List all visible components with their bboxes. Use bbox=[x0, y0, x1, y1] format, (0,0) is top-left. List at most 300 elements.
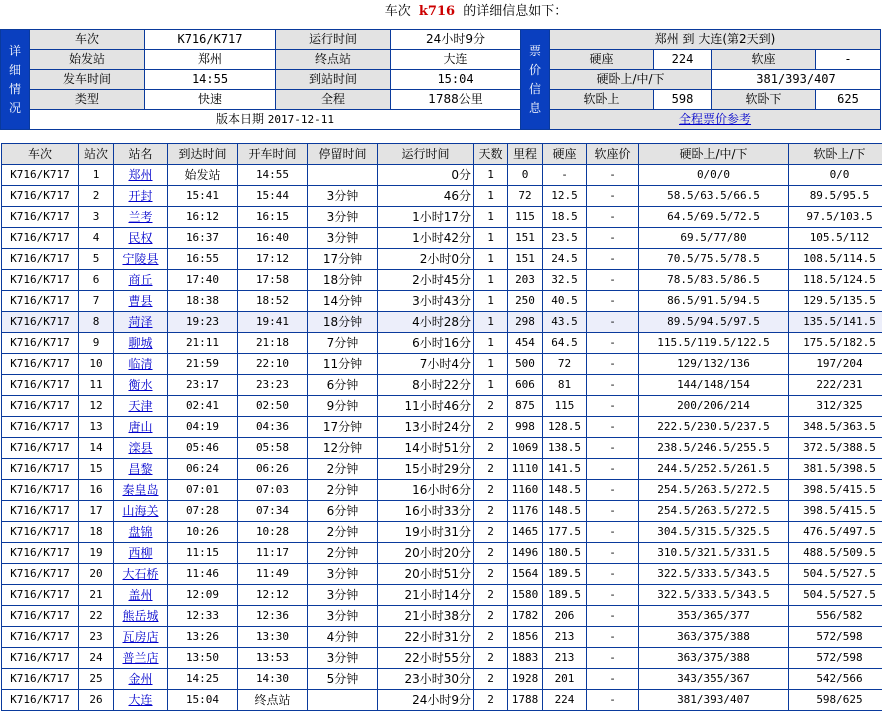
days-cell: 2 bbox=[474, 627, 508, 648]
soft-sleeper-price-cell: 175.5/182.5 bbox=[789, 333, 882, 354]
station-link[interactable]: 大连 bbox=[128, 693, 153, 707]
departure-time-cell: 17:58 bbox=[238, 270, 308, 291]
arrival-time-cell: 06:24 bbox=[168, 459, 238, 480]
stop-duration-cell: 6分钟 bbox=[308, 501, 378, 522]
station-link[interactable]: 金州 bbox=[128, 672, 153, 686]
run-time-cell: 21小时14分 bbox=[378, 585, 474, 606]
train-number-label: 车次 bbox=[30, 30, 145, 50]
distance-cell: 298 bbox=[508, 312, 543, 333]
days-cell: 2 bbox=[474, 522, 508, 543]
hard-sleeper-price-cell: 310.5/321.5/331.5 bbox=[639, 543, 789, 564]
soft-sleeper-price-cell: 222/231 bbox=[789, 375, 882, 396]
table-row bbox=[2, 417, 882, 438]
run-time-cell: 14小时51分 bbox=[378, 438, 474, 459]
station-link[interactable]: 聊城 bbox=[128, 336, 153, 350]
train-number-cell: K716/K717 bbox=[2, 228, 79, 249]
run-time-cell: 15小时29分 bbox=[378, 459, 474, 480]
soft-sleeper-price-cell: 129.5/135.5 bbox=[789, 291, 882, 312]
distance-cell: 1176 bbox=[508, 501, 543, 522]
arrival-time-cell: 12:33 bbox=[168, 606, 238, 627]
arrival-time-cell: 07:28 bbox=[168, 501, 238, 522]
train-number-cell: K716/K717 bbox=[2, 459, 79, 480]
stop-duration-cell: 3分钟 bbox=[308, 648, 378, 669]
run-time-cell: 22小时55分 bbox=[378, 648, 474, 669]
run-time-cell: 1小时42分 bbox=[378, 228, 474, 249]
departure-time-cell: 12:36 bbox=[238, 606, 308, 627]
station-cell bbox=[114, 165, 168, 186]
table-row bbox=[2, 564, 882, 585]
info-row-1 bbox=[1, 30, 881, 50]
stop-duration-cell: 2分钟 bbox=[308, 522, 378, 543]
train-number-cell: K716/K717 bbox=[2, 669, 79, 690]
stop-index-cell: 16 bbox=[79, 480, 114, 501]
soft-seat-price-cell: - bbox=[587, 228, 639, 249]
distance-cell: 606 bbox=[508, 375, 543, 396]
soft-seat-price-cell: - bbox=[587, 501, 639, 522]
station-cell bbox=[114, 459, 168, 480]
soft-sleeper-price-cell: 398.5/415.5 bbox=[789, 501, 882, 522]
table-row bbox=[2, 501, 882, 522]
info-row-4 bbox=[1, 90, 881, 110]
arrival-time-cell: 13:50 bbox=[168, 648, 238, 669]
train-number-cell: K716/K717 bbox=[2, 564, 79, 585]
schedule-table bbox=[1, 143, 882, 711]
station-link[interactable]: 昌黎 bbox=[128, 462, 153, 476]
arrival-time-cell: 14:25 bbox=[168, 669, 238, 690]
distance-cell: 1110 bbox=[508, 459, 543, 480]
total-distance-value: 1788公里 bbox=[391, 90, 521, 110]
station-cell bbox=[114, 627, 168, 648]
col-distance: 里程 bbox=[508, 144, 543, 165]
days-cell: 1 bbox=[474, 228, 508, 249]
soft-seat-price-cell: - bbox=[587, 627, 639, 648]
train-code: k716 bbox=[418, 4, 456, 19]
soft-sleeper-price-cell: 381.5/398.5 bbox=[789, 459, 882, 480]
station-link[interactable]: 西柳 bbox=[128, 546, 153, 560]
soft-sleeper-price-cell: 542/566 bbox=[789, 669, 882, 690]
departure-time-cell: 12:12 bbox=[238, 585, 308, 606]
col-hard-sleeper: 硬卧上/中/下 bbox=[639, 144, 789, 165]
table-row bbox=[2, 648, 882, 669]
days-cell: 1 bbox=[474, 270, 508, 291]
full-fare-reference-link[interactable]: 全程票价参考 bbox=[679, 112, 752, 126]
station-cell bbox=[114, 186, 168, 207]
station-link[interactable]: 郑州 bbox=[128, 168, 153, 182]
station-cell bbox=[114, 522, 168, 543]
departure-time-cell: 13:53 bbox=[238, 648, 308, 669]
train-number-cell: K716/K717 bbox=[2, 417, 79, 438]
soft-sleeper-price-cell: 348.5/363.5 bbox=[789, 417, 882, 438]
departure-time-cell: 10:28 bbox=[238, 522, 308, 543]
hard-seat-price-cell: 206 bbox=[543, 606, 587, 627]
stop-index-cell: 5 bbox=[79, 249, 114, 270]
station-link[interactable]: 普兰店 bbox=[122, 651, 159, 665]
stop-index-cell: 25 bbox=[79, 669, 114, 690]
train-number-cell: K716/K717 bbox=[2, 585, 79, 606]
table-row bbox=[2, 333, 882, 354]
station-link[interactable]: 大石桥 bbox=[122, 567, 159, 581]
soft-sleeper-price-cell: 398.5/415.5 bbox=[789, 480, 882, 501]
days-cell: 1 bbox=[474, 333, 508, 354]
station-link[interactable]: 衡水 bbox=[128, 378, 153, 392]
station-link[interactable]: 临清 bbox=[128, 357, 153, 371]
days-cell: 2 bbox=[474, 669, 508, 690]
run-time-label: 运行时间 bbox=[276, 30, 391, 50]
stop-index-cell: 10 bbox=[79, 354, 114, 375]
train-number-cell: K716/K717 bbox=[2, 165, 79, 186]
soft-seat-price-cell: - bbox=[587, 207, 639, 228]
distance-cell: 1496 bbox=[508, 543, 543, 564]
departure-time-cell: 16:15 bbox=[238, 207, 308, 228]
page-title bbox=[0, 3, 882, 21]
arrival-time-cell: 04:19 bbox=[168, 417, 238, 438]
departure-time-cell: 21:18 bbox=[238, 333, 308, 354]
run-time-cell: 19小时31分 bbox=[378, 522, 474, 543]
stop-index-cell: 13 bbox=[79, 417, 114, 438]
table-row bbox=[2, 375, 882, 396]
hard-sleeper-price: 381/393/407 bbox=[712, 70, 881, 90]
station-cell bbox=[114, 291, 168, 312]
run-time-cell: 8小时22分 bbox=[378, 375, 474, 396]
soft-sleeper-upper-label: 软卧上 bbox=[550, 90, 654, 110]
stop-duration-cell: 18分钟 bbox=[308, 270, 378, 291]
train-number-cell: K716/K717 bbox=[2, 333, 79, 354]
days-cell: 2 bbox=[474, 585, 508, 606]
table-row bbox=[2, 186, 882, 207]
info-row-3 bbox=[1, 70, 881, 90]
schedule-panel bbox=[1, 143, 880, 711]
station-link[interactable]: 兰考 bbox=[128, 210, 153, 224]
soft-seat-price-cell: - bbox=[587, 606, 639, 627]
distance-cell: 998 bbox=[508, 417, 543, 438]
soft-sleeper-price-cell: 504.5/527.5 bbox=[789, 585, 882, 606]
train-number-cell: K716/K717 bbox=[2, 543, 79, 564]
stop-duration-cell: 2分钟 bbox=[308, 459, 378, 480]
version-date-label: 版本日期 bbox=[215, 112, 264, 126]
distance-cell: 203 bbox=[508, 270, 543, 291]
train-info-panel bbox=[0, 29, 880, 130]
departure-time-cell: 04:36 bbox=[238, 417, 308, 438]
table-row bbox=[2, 228, 882, 249]
days-cell: 1 bbox=[474, 186, 508, 207]
arrival-time-cell: 18:38 bbox=[168, 291, 238, 312]
stop-index-cell: 21 bbox=[79, 585, 114, 606]
run-time-cell: 2小时0分 bbox=[378, 249, 474, 270]
hard-sleeper-price-cell: 129/132/136 bbox=[639, 354, 789, 375]
train-number-cell: K716/K717 bbox=[2, 186, 79, 207]
table-row bbox=[2, 312, 882, 333]
table-row bbox=[2, 165, 882, 186]
soft-seat-price-cell: - bbox=[587, 564, 639, 585]
stop-duration-cell: 17分钟 bbox=[308, 249, 378, 270]
hard-seat-price-cell: 148.5 bbox=[543, 480, 587, 501]
hard-seat-price-cell: 32.5 bbox=[543, 270, 587, 291]
destination-value: 大连 bbox=[391, 50, 521, 70]
stop-duration-cell: 2分钟 bbox=[308, 480, 378, 501]
distance-cell: 1782 bbox=[508, 606, 543, 627]
fare-section-label bbox=[521, 30, 550, 130]
station-link[interactable]: 熊岳城 bbox=[122, 609, 159, 623]
stop-duration-cell: 3分钟 bbox=[308, 606, 378, 627]
col-station: 站名 bbox=[114, 144, 168, 165]
train-number-cell: K716/K717 bbox=[2, 207, 79, 228]
soft-seat-price-cell: - bbox=[587, 312, 639, 333]
hard-seat-price-cell: 141.5 bbox=[543, 459, 587, 480]
destination-label: 终点站 bbox=[276, 50, 391, 70]
departure-time-cell: 11:17 bbox=[238, 543, 308, 564]
distance-cell: 151 bbox=[508, 249, 543, 270]
arrival-time-cell: 11:46 bbox=[168, 564, 238, 585]
station-link[interactable]: 山海关 bbox=[122, 504, 159, 518]
table-row bbox=[2, 690, 882, 711]
departure-time-label: 发车时间 bbox=[30, 70, 145, 90]
stop-index-cell: 7 bbox=[79, 291, 114, 312]
soft-seat-price-cell: - bbox=[587, 480, 639, 501]
days-cell: 1 bbox=[474, 291, 508, 312]
hard-sleeper-price-cell: 222.5/230.5/237.5 bbox=[639, 417, 789, 438]
hard-seat-price-cell: 12.5 bbox=[543, 186, 587, 207]
table-row bbox=[2, 249, 882, 270]
stop-duration-cell bbox=[308, 690, 378, 711]
hard-seat-price-cell: 23.5 bbox=[543, 228, 587, 249]
arrival-time-cell: 10:26 bbox=[168, 522, 238, 543]
station-cell bbox=[114, 480, 168, 501]
distance-cell: 1160 bbox=[508, 480, 543, 501]
distance-cell: 1788 bbox=[508, 690, 543, 711]
days-cell: 2 bbox=[474, 564, 508, 585]
soft-sleeper-price-cell: 118.5/124.5 bbox=[789, 270, 882, 291]
arrival-time-value: 15:04 bbox=[391, 70, 521, 90]
hard-sleeper-price-cell: 70.5/75.5/78.5 bbox=[639, 249, 789, 270]
stop-index-cell: 12 bbox=[79, 396, 114, 417]
stop-index-cell: 26 bbox=[79, 690, 114, 711]
station-link[interactable]: 瓦房店 bbox=[122, 630, 159, 644]
days-cell: 1 bbox=[474, 312, 508, 333]
run-time-cell: 6小时16分 bbox=[378, 333, 474, 354]
days-cell: 1 bbox=[474, 249, 508, 270]
fare-route: 郑州 到 大连(第2天到) bbox=[550, 30, 881, 50]
station-link[interactable]: 天津 bbox=[128, 399, 153, 413]
stop-duration-cell: 12分钟 bbox=[308, 438, 378, 459]
departure-time-cell: 23:23 bbox=[238, 375, 308, 396]
run-time-cell: 23小时30分 bbox=[378, 669, 474, 690]
soft-seat-price-cell: - bbox=[587, 270, 639, 291]
days-cell: 2 bbox=[474, 543, 508, 564]
stop-index-cell: 18 bbox=[79, 522, 114, 543]
stop-index-cell: 19 bbox=[79, 543, 114, 564]
station-cell bbox=[114, 648, 168, 669]
train-number-cell: K716/K717 bbox=[2, 522, 79, 543]
station-link[interactable]: 唐山 bbox=[128, 420, 153, 434]
stop-duration-cell: 4分钟 bbox=[308, 627, 378, 648]
distance-cell: 1856 bbox=[508, 627, 543, 648]
stop-index-cell: 23 bbox=[79, 627, 114, 648]
departure-time-cell: 07:03 bbox=[238, 480, 308, 501]
run-time-cell: 20小时20分 bbox=[378, 543, 474, 564]
station-link[interactable]: 盖州 bbox=[128, 588, 153, 602]
hard-seat-price-cell: 180.5 bbox=[543, 543, 587, 564]
table-row bbox=[2, 480, 882, 501]
run-time-cell: 24小时9分 bbox=[378, 690, 474, 711]
soft-seat-price-cell: - bbox=[587, 333, 639, 354]
stop-index-cell: 24 bbox=[79, 648, 114, 669]
full-fare-cell bbox=[550, 110, 881, 130]
soft-sleeper-price-cell: 598/625 bbox=[789, 690, 882, 711]
distance-cell: 250 bbox=[508, 291, 543, 312]
train-number-cell: K716/K717 bbox=[2, 270, 79, 291]
soft-seat-price-cell: - bbox=[587, 459, 639, 480]
col-soft-seat: 软座价 bbox=[587, 144, 639, 165]
station-link[interactable]: 曹县 bbox=[128, 294, 153, 308]
hard-seat-price-cell: 224 bbox=[543, 690, 587, 711]
stop-duration-cell bbox=[308, 165, 378, 186]
arrival-time-cell: 15:41 bbox=[168, 186, 238, 207]
stop-duration-cell: 3分钟 bbox=[308, 564, 378, 585]
soft-seat-price-cell: - bbox=[587, 669, 639, 690]
station-cell bbox=[114, 375, 168, 396]
stop-index-cell: 17 bbox=[79, 501, 114, 522]
station-cell bbox=[114, 438, 168, 459]
arrival-time-cell: 16:12 bbox=[168, 207, 238, 228]
hard-sleeper-price-cell: 322.5/333.5/343.5 bbox=[639, 564, 789, 585]
run-time-cell: 20小时51分 bbox=[378, 564, 474, 585]
arrival-time-cell: 02:41 bbox=[168, 396, 238, 417]
train-number-cell: K716/K717 bbox=[2, 375, 79, 396]
run-time-cell: 2小时45分 bbox=[378, 270, 474, 291]
stop-duration-cell: 2分钟 bbox=[308, 543, 378, 564]
info-row-2 bbox=[1, 50, 881, 70]
soft-sleeper-lower-label: 软卧下 bbox=[712, 90, 816, 110]
table-row bbox=[2, 270, 882, 291]
hard-sleeper-price-cell: 381/393/407 bbox=[639, 690, 789, 711]
soft-seat-price-cell: - bbox=[587, 648, 639, 669]
hard-seat-price-cell: 213 bbox=[543, 648, 587, 669]
soft-seat-price: - bbox=[816, 50, 881, 70]
arrival-time-label: 到站时间 bbox=[276, 70, 391, 90]
hard-sleeper-price-cell: 322.5/333.5/343.5 bbox=[639, 585, 789, 606]
detail-label-char: 详 bbox=[8, 43, 21, 58]
departure-time-cell: 14:30 bbox=[238, 669, 308, 690]
stop-index-cell: 4 bbox=[79, 228, 114, 249]
soft-sleeper-price-cell: 197/204 bbox=[789, 354, 882, 375]
col-stop-duration: 停留时间 bbox=[308, 144, 378, 165]
station-link[interactable]: 商丘 bbox=[128, 273, 153, 287]
station-link[interactable]: 民权 bbox=[128, 231, 153, 245]
table-row bbox=[2, 522, 882, 543]
stop-index-cell: 6 bbox=[79, 270, 114, 291]
run-time-cell: 21小时38分 bbox=[378, 606, 474, 627]
station-link[interactable]: 菏泽 bbox=[128, 315, 153, 329]
soft-sleeper-price-cell: 572/598 bbox=[789, 648, 882, 669]
station-link[interactable]: 宁陵县 bbox=[122, 252, 159, 266]
table-row bbox=[2, 627, 882, 648]
soft-sleeper-price-cell: 89.5/95.5 bbox=[789, 186, 882, 207]
soft-sleeper-lower-price: 625 bbox=[816, 90, 881, 110]
stop-duration-cell: 17分钟 bbox=[308, 417, 378, 438]
stop-index-cell: 15 bbox=[79, 459, 114, 480]
station-cell bbox=[114, 501, 168, 522]
col-departure: 开车时间 bbox=[238, 144, 308, 165]
station-cell bbox=[114, 333, 168, 354]
stop-duration-cell: 6分钟 bbox=[308, 375, 378, 396]
stop-duration-cell: 18分钟 bbox=[308, 312, 378, 333]
run-time-value: 24小时9分 bbox=[391, 30, 521, 50]
station-cell bbox=[114, 585, 168, 606]
station-link[interactable]: 盘锦 bbox=[128, 525, 153, 539]
arrival-time-cell: 23:17 bbox=[168, 375, 238, 396]
train-info-table bbox=[0, 29, 881, 130]
departure-time-cell: 15:44 bbox=[238, 186, 308, 207]
detail-label-char: 情 bbox=[8, 81, 21, 96]
hard-seat-price-cell: 148.5 bbox=[543, 501, 587, 522]
soft-seat-price-cell: - bbox=[587, 690, 639, 711]
stop-index-cell: 8 bbox=[79, 312, 114, 333]
run-time-cell: 1小时17分 bbox=[378, 207, 474, 228]
col-arrival: 到达时间 bbox=[168, 144, 238, 165]
stop-duration-cell: 3分钟 bbox=[308, 186, 378, 207]
arrival-time-cell: 21:11 bbox=[168, 333, 238, 354]
hard-seat-price-cell: 43.5 bbox=[543, 312, 587, 333]
station-link[interactable]: 秦皇岛 bbox=[122, 483, 159, 497]
stop-index-cell: 11 bbox=[79, 375, 114, 396]
fare-label-char: 票 bbox=[528, 43, 541, 58]
train-number-cell: K716/K717 bbox=[2, 690, 79, 711]
hard-seat-price-cell: 189.5 bbox=[543, 564, 587, 585]
train-number-cell: K716/K717 bbox=[2, 606, 79, 627]
distance-cell: 1580 bbox=[508, 585, 543, 606]
departure-time-cell: 02:50 bbox=[238, 396, 308, 417]
schedule-body bbox=[2, 165, 882, 711]
fare-label-char: 息 bbox=[528, 100, 541, 115]
fare-label-char: 信 bbox=[528, 81, 541, 96]
days-cell: 2 bbox=[474, 480, 508, 501]
table-row bbox=[2, 354, 882, 375]
station-link[interactable]: 滦县 bbox=[128, 441, 153, 455]
arrival-time-cell: 17:40 bbox=[168, 270, 238, 291]
run-time-cell: 3小时43分 bbox=[378, 291, 474, 312]
hard-seat-price-cell: 24.5 bbox=[543, 249, 587, 270]
departure-time-cell: 22:10 bbox=[238, 354, 308, 375]
hard-seat-price-cell: 115 bbox=[543, 396, 587, 417]
arrival-time-cell: 15:04 bbox=[168, 690, 238, 711]
train-number-cell: K716/K717 bbox=[2, 438, 79, 459]
distance-cell: 454 bbox=[508, 333, 543, 354]
arrival-time-cell: 16:37 bbox=[168, 228, 238, 249]
col-stop-index: 站次 bbox=[79, 144, 114, 165]
run-time-cell: 16小时33分 bbox=[378, 501, 474, 522]
stop-duration-cell: 3分钟 bbox=[308, 585, 378, 606]
detail-label-char: 细 bbox=[8, 62, 21, 77]
station-link[interactable]: 开封 bbox=[128, 189, 153, 203]
stop-duration-cell: 9分钟 bbox=[308, 396, 378, 417]
hard-seat-label: 硬座 bbox=[550, 50, 654, 70]
table-row bbox=[2, 207, 882, 228]
departure-time-cell: 终点站 bbox=[238, 690, 308, 711]
table-row bbox=[2, 669, 882, 690]
hard-sleeper-price-cell: 89.5/94.5/97.5 bbox=[639, 312, 789, 333]
hard-seat-price-cell: 177.5 bbox=[543, 522, 587, 543]
soft-sleeper-price-cell: 372.5/388.5 bbox=[789, 438, 882, 459]
soft-seat-price-cell: - bbox=[587, 249, 639, 270]
stop-index-cell: 20 bbox=[79, 564, 114, 585]
departure-time-cell: 06:26 bbox=[238, 459, 308, 480]
soft-seat-price-cell: - bbox=[587, 396, 639, 417]
arrival-time-cell: 16:55 bbox=[168, 249, 238, 270]
col-train-number: 车次 bbox=[2, 144, 79, 165]
days-cell: 2 bbox=[474, 438, 508, 459]
station-cell bbox=[114, 228, 168, 249]
departure-time-value: 14:55 bbox=[145, 70, 276, 90]
